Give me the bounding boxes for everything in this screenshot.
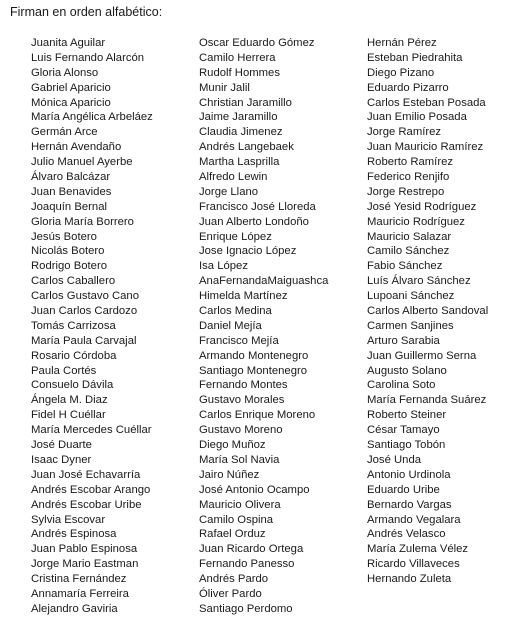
signatory-name: Carlos Enrique Moreno: [199, 409, 316, 422]
signatory-name: Andrés Escobar Uribe: [31, 498, 142, 511]
signatory-name: Jorge Mario Eastman: [31, 558, 139, 571]
signatory-name: Armando Montenegro: [199, 349, 309, 362]
signatory-name: Carolina Soto: [367, 379, 436, 392]
signatory-name: Jairo Núñez: [199, 468, 260, 481]
signatory-name: Álvaro Balcázar: [31, 171, 111, 184]
signatory-name: Santiago Montenegro: [199, 364, 308, 377]
signatory-name: Ricardo Villaveces: [367, 558, 460, 571]
signatory-name: José Unda: [367, 453, 422, 466]
signatories-column-1: [31, 36, 153, 617]
signatory-name: Mauricio Rodríguez: [367, 215, 465, 228]
signatory-name: Cristina Fernández: [31, 573, 127, 586]
signatory-name: Andrés Escobar Arango: [31, 483, 151, 496]
signatory-name: AnaFernandaMaiguashca: [199, 275, 329, 288]
signatory-name: Martha Lasprilla: [199, 156, 280, 169]
signatory-name: Fabio Sánchez: [367, 260, 443, 273]
signatory-name: Luís Álvaro Sánchez: [367, 275, 471, 288]
signatory-name: Juan Emilio Posada: [367, 111, 467, 124]
signatory-name: Carlos Medina: [199, 305, 272, 318]
signatory-name: Juan Guillermo Serna: [367, 349, 477, 362]
signatory-name: Rudolf Hommes: [199, 66, 280, 79]
signatory-name: Andrés Pardo: [199, 573, 269, 586]
signatory-name: Fernando Panesso: [199, 558, 295, 571]
signatory-name: Mónica Aparicio: [31, 96, 111, 109]
signatory-name: Carlos Gustavo Cano: [31, 290, 139, 303]
signatory-name: Ángela M. Diaz: [31, 394, 108, 407]
signatory-name: Tomás Carrizosa: [31, 319, 116, 332]
signatory-name: Santiago Perdomo: [199, 602, 293, 615]
signatory-name: Camilo Herrera: [199, 51, 276, 64]
signatory-name: Armando Vegalara: [367, 513, 461, 526]
heading: Firman en orden alfabético:: [10, 5, 163, 19]
signatory-name: Carlos Esteban Posada: [367, 96, 486, 109]
signatory-name: Claudia Jimenez: [199, 126, 283, 139]
signatory-name: Francisco Mejía: [199, 334, 279, 347]
signatory-name: Carmen Sanjines: [367, 319, 454, 332]
signatory-name: Diego Muñoz: [199, 439, 266, 452]
signatory-name: Alejandro Gaviria: [31, 602, 118, 615]
signatory-name: Jorge Llano: [199, 185, 259, 198]
signatory-name: Mauricio Olivera: [199, 498, 281, 511]
signatory-name: Jorge Ramírez: [367, 126, 442, 139]
signatory-name: Gloria Alonso: [31, 66, 99, 79]
signatory-name: Rafael Orduz: [199, 528, 266, 541]
signatory-name: Juan Pablo Espinosa: [31, 543, 138, 556]
signatories-column-2: [199, 36, 328, 617]
signatory-name: José Antonio Ocampo: [199, 483, 310, 496]
signatory-name: Augusto Solano: [367, 364, 447, 377]
signatory-name: Gustavo Morales: [199, 394, 285, 407]
signatory-name: Francisco José Lloreda: [199, 200, 316, 213]
signatory-name: Fidel H Cuéllar: [31, 409, 106, 422]
signatories-column-3: [367, 36, 488, 587]
signatory-name: Luis Fernando Alarcón: [31, 51, 145, 64]
signatory-name: Juan Benavides: [31, 185, 112, 198]
signatory-name: Federico Renjifo: [367, 171, 450, 184]
signatory-name: Julio Manuel Ayerbe: [31, 156, 133, 169]
signatory-name: Jose Ignacio López: [199, 245, 297, 258]
signatory-name: Christian Jaramillo: [199, 96, 292, 109]
signatory-name: Diego Pizano: [367, 66, 435, 79]
signatory-name: Nicolás Botero: [31, 245, 105, 258]
signatory-name: Gustavo Moreno: [199, 424, 283, 437]
signatory-name: Camilo Ospina: [199, 513, 274, 526]
signatory-name: Andrés Langebaek: [199, 141, 294, 154]
signatory-name: Rosario Córdoba: [31, 349, 117, 362]
signatory-name: María Paula Carvajal: [31, 334, 137, 347]
signatory-name: Rodrigo Botero: [31, 260, 107, 273]
signatory-name: Gabriel Aparicio: [31, 81, 111, 94]
signatory-name: Andrés Espinosa: [31, 528, 117, 541]
signatory-name: José Yesid Rodríguez: [367, 200, 477, 213]
signatory-name: Jesús Botero: [31, 230, 97, 243]
signatory-name: Joaquín Bernal: [31, 200, 107, 213]
signatory-name: María Zulema Vélez: [367, 543, 469, 556]
signatory-name: Roberto Ramírez: [367, 156, 454, 169]
signatory-name: María Angélica Arbeláez: [31, 111, 153, 124]
signatory-name: Juan Ricardo Ortega: [199, 543, 304, 556]
signatory-name: Óliver Pardo: [199, 587, 262, 600]
signatory-name: Jorge Restrepo: [367, 185, 445, 198]
signatory-name: Himelda Martínez: [199, 290, 288, 303]
signatory-name: Eduardo Pizarro: [367, 81, 449, 94]
signatory-name: Carlos Alberto Sandoval: [367, 305, 489, 318]
signatory-name: Andrés Velasco: [367, 528, 446, 541]
signatory-name: Consuelo Dávila: [31, 379, 114, 392]
signatory-name: Hernán Avendaño: [31, 141, 122, 154]
signatory-name: Lupoani Sánchez: [367, 290, 455, 303]
signatory-name: Juan José Echavarría: [31, 468, 141, 481]
signatory-name: Juan Mauricio Ramírez: [367, 141, 484, 154]
signatory-name: Munir Jalil: [199, 81, 250, 94]
signatory-name: Enrique López: [199, 230, 272, 243]
signatory-name: Alfredo Lewin: [199, 171, 268, 184]
signatory-name: Germán Arce: [31, 126, 98, 139]
signatory-name: María Sol Navia: [199, 453, 280, 466]
signatory-name: Juan Carlos Cardozo: [31, 305, 138, 318]
signatory-name: José Duarte: [31, 439, 92, 452]
signatory-name: Annamaría Ferreira: [31, 587, 129, 600]
signatory-name: María Mercedes Cuéllar: [31, 424, 152, 437]
signatory-name: Juanita Aguilar: [31, 37, 106, 49]
signatory-name: Bernardo Vargas: [367, 498, 452, 511]
signatory-name: Gloria María Borrero: [31, 215, 134, 228]
signatory-name: César Tamayo: [367, 424, 440, 437]
signatory-name: Fernando Montes: [199, 379, 288, 392]
signatory-name: Antonio Urdinola: [367, 468, 451, 481]
signatory-name: Oscar Eduardo Gómez: [199, 37, 315, 49]
signatory-name: Hernando Zuleta: [367, 573, 452, 586]
signatory-name: Paula Cortés: [31, 364, 97, 377]
signatory-name: Isa López: [199, 260, 248, 273]
signatory-name: Esteban Piedrahita: [367, 51, 463, 64]
signatory-name: Roberto Steiner: [367, 409, 447, 422]
signatory-name: Isaac Dyner: [31, 453, 92, 466]
signatory-name: Juan Alberto Londoño: [199, 215, 309, 228]
signatory-name: Sylvia Escovar: [31, 513, 106, 526]
signatory-name: María Fernanda Suárez: [367, 394, 487, 407]
signatory-name: Daniel Mejía: [199, 319, 262, 332]
signatory-name: Camilo Sánchez: [367, 245, 450, 258]
signatory-name: Carlos Caballero: [31, 275, 116, 288]
signatory-name: Arturo Sarabia: [367, 334, 440, 347]
signatory-name: Santiago Tobón: [367, 439, 446, 452]
signatory-name: Hernán Pérez: [367, 37, 437, 49]
signatory-name: Jaime Jaramillo: [199, 111, 278, 124]
signatory-name: Eduardo Uribe: [367, 483, 440, 496]
signatory-name: Mauricio Salazar: [367, 230, 452, 243]
